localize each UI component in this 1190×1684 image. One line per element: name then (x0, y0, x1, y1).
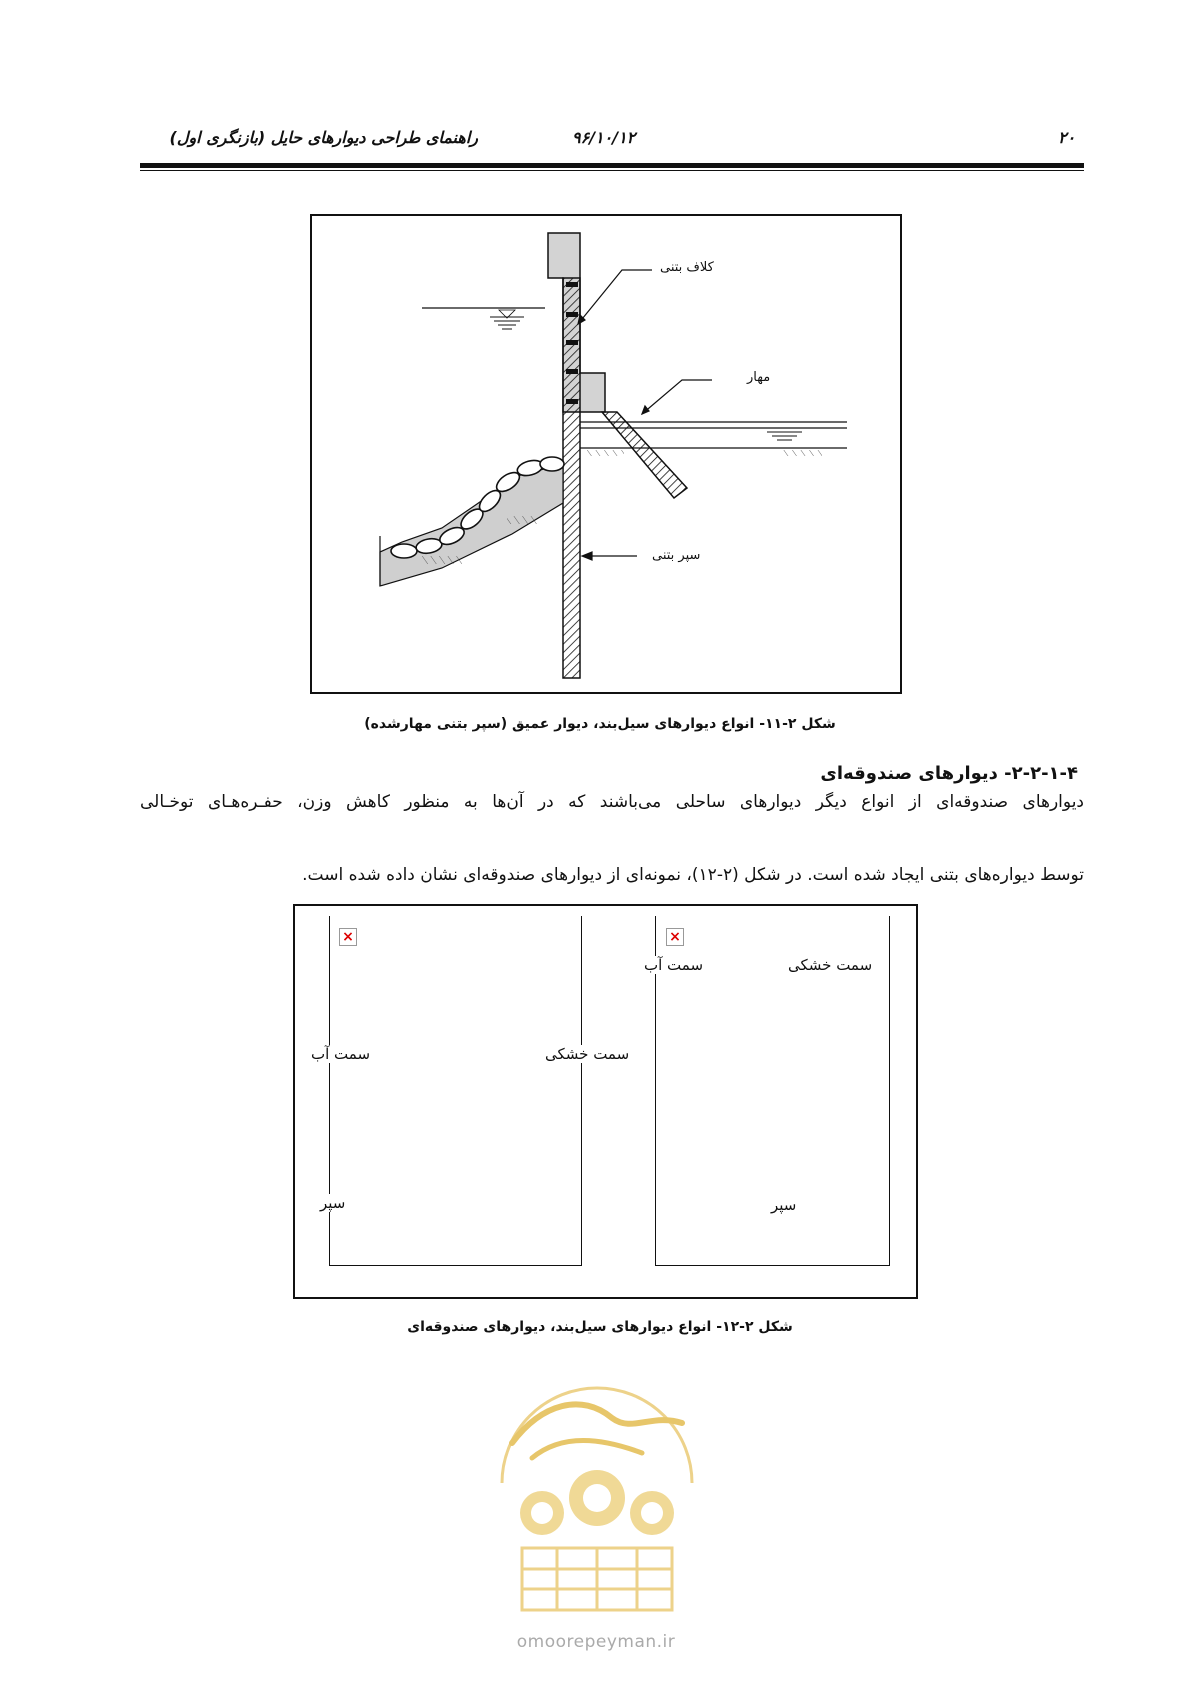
watermark-site-text: omoorepeyman.ir (516, 1632, 676, 1652)
right-sheet-label: سپر (771, 1196, 797, 1214)
left-land-side-label: سمت خشکی (545, 1045, 630, 1063)
header-title: راهنمای طراحی دیوارهای حایل (بازنگری اول) (169, 128, 478, 147)
water-level-left (422, 308, 545, 329)
label-anchor: مهار (747, 370, 771, 385)
right-water-side-label: سمت آب (644, 956, 704, 974)
left-sheet-label: سپر (320, 1194, 346, 1212)
figure1-caption: شکل ۲-۱۱- انواع دیوارهای سیل‌بند، دیوار عمیق (سپر بتنی مهارشده) (364, 716, 836, 732)
watermark-logo (482, 1363, 712, 1623)
header-rule-thin (140, 170, 1084, 171)
header-rule-thick (140, 163, 1084, 168)
paragraph-line-1: دیوارهای صندوقه‌ای از انواع دیگر دیوارهای ساحلی می‌باشند که در آن‌ها به منظور کاهش وزن، حفـره‌هـای توخـالی (140, 792, 1084, 812)
label-concrete-sheet: سپر بتنی (652, 548, 701, 563)
broken-image-icon: × (666, 928, 684, 946)
broken-image-icon: × (339, 928, 357, 946)
leader-lines (578, 270, 712, 560)
figure-caisson-walls (293, 904, 918, 1299)
header-date: ۹۶/۱۰/۱۲ (572, 128, 636, 147)
sheet-wall-drawing (312, 216, 902, 694)
figure-anchored-sheet-wall (310, 214, 902, 694)
paragraph-line-2: توسط دیواره‌های بتنی ایجاد شده است. در شکل (۲-۱۲)، نمونه‌ای از دیوارهای صندوقه‌ای نشان داده شده است. (302, 865, 1084, 885)
left-water-side-label: سمت آب (311, 1045, 371, 1063)
label-concrete-cap: کلاف بتنی (660, 260, 714, 275)
section-heading: ۲-۲-۱-۴- دیوارهای صندوقه‌ای (820, 763, 1078, 784)
concrete-sheet-pile (563, 278, 580, 678)
right-land-side-label: سمت خشکی (788, 956, 873, 974)
figure2-caption: شکل ۲-۱۲- انواع دیوارهای سیل‌بند، دیوارهای صندوقه‌ای (407, 1319, 793, 1335)
page-number: ۲۰ (1058, 128, 1076, 147)
caisson-panel-left (329, 916, 582, 1266)
